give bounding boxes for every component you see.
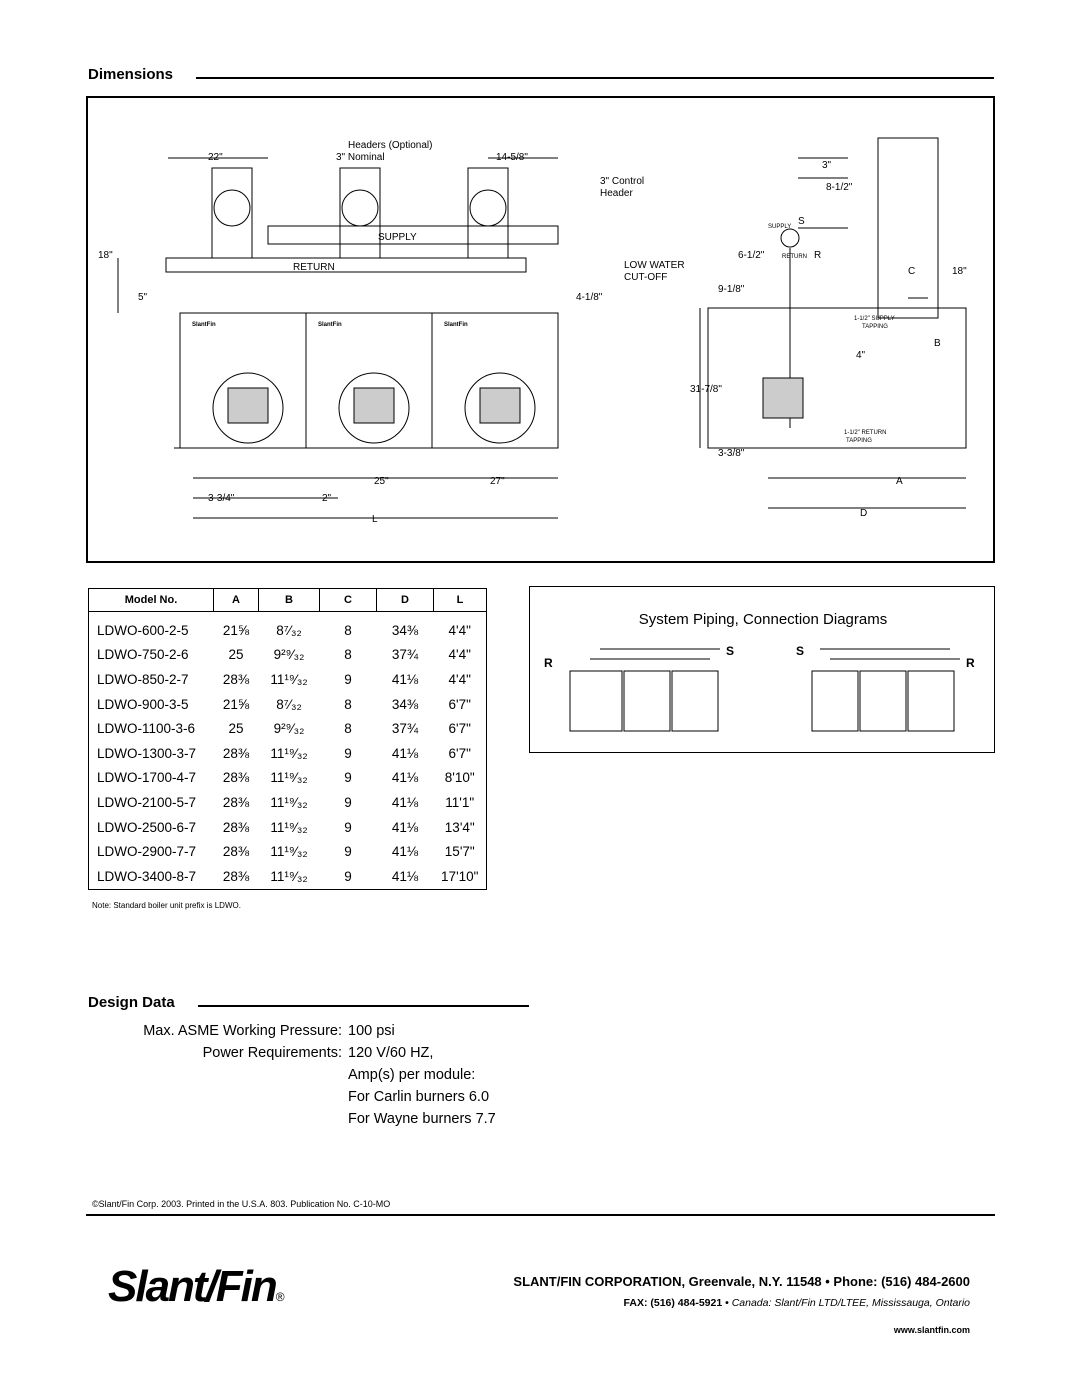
table-cell: 9 xyxy=(344,745,352,761)
dim-18: 18" xyxy=(98,250,113,261)
th-model: Model No. xyxy=(89,589,214,612)
table-cell: LDWO-2500-6-7 xyxy=(97,819,197,835)
table-row xyxy=(89,741,487,766)
label-low-water-1: LOW WATER xyxy=(624,260,685,271)
piping-right-s: S xyxy=(796,644,805,658)
design-value-pressure: 100 psi xyxy=(348,1023,395,1039)
table-cell: 4'4" xyxy=(448,671,471,687)
fax-number: FAX: (516) 484-5921 • xyxy=(623,1297,729,1309)
dim-B: B xyxy=(934,338,941,349)
table-cell: 9 xyxy=(344,770,352,786)
label-nominal: 3" Nominal xyxy=(336,152,385,163)
dim-6-1-2: 6-1/2" xyxy=(738,250,765,261)
table-cell: LDWO-2100-5-7 xyxy=(97,794,197,810)
table-cell: 28⅜ xyxy=(222,671,250,687)
table-cell: 9²⁹⁄₃₂ xyxy=(273,721,305,737)
table-cell: 28⅜ xyxy=(222,844,250,860)
table-cell: 9 xyxy=(344,671,352,687)
dim-D: D xyxy=(860,508,868,519)
dim-3-3-8: 3-3/8" xyxy=(718,448,745,459)
module-brand: SlantFin xyxy=(444,322,468,328)
table-cell: 8⁷⁄₃₂ xyxy=(276,696,302,712)
dimensions-rule xyxy=(196,77,994,79)
table-cell: 8 xyxy=(344,696,352,712)
piping-right-r: R xyxy=(966,656,975,670)
table-cell: LDWO-850-2-7 xyxy=(97,671,189,687)
copyright: ©Slant/Fin Corp. 2003. Printed in the U.S.A. 803. Publication No. C-10-MO xyxy=(92,1199,391,1209)
table-cell: 8⁷⁄₃₂ xyxy=(276,622,302,638)
registered-mark: ® xyxy=(275,1290,283,1304)
dim-8-1-2: 8-1/2" xyxy=(826,182,853,193)
design-value-carlin: For Carlin burners 6.0 xyxy=(348,1089,490,1105)
design-label-pressure: Max. ASME Working Pressure: xyxy=(143,1023,342,1039)
footer-rule xyxy=(86,1214,995,1216)
corp-line: SLANT/FIN CORPORATION, Greenvale, N.Y. 11548 • Phone: (516) 484-2600 xyxy=(513,1274,970,1289)
label-tapping: TAPPING xyxy=(862,324,888,330)
label-R: R xyxy=(814,250,822,261)
th-l: L xyxy=(434,589,487,612)
design-labels xyxy=(88,1020,342,1064)
dim-5: 5" xyxy=(138,292,148,303)
boiler-side xyxy=(708,308,966,448)
label-S: S xyxy=(798,216,805,227)
table-cell: 25 xyxy=(228,721,244,737)
table-cell: 11¹⁹⁄₃₂ xyxy=(270,794,308,810)
table-cell: 6'7" xyxy=(448,696,471,712)
table-row xyxy=(89,766,487,791)
dim-r3: 3" xyxy=(822,160,832,171)
label-control-header-1: 3" Control xyxy=(600,176,645,187)
canada-address: Canada: Slant/Fin LTD/LTEE, Mississauga, Ontario xyxy=(731,1297,970,1309)
table-cell: LDWO-1700-4-7 xyxy=(97,770,197,786)
table-cell: 37¾ xyxy=(391,721,419,737)
piping-left-r: R xyxy=(544,656,553,670)
dim-9-1-8: 9-1/8" xyxy=(718,284,745,295)
table-cell: 11¹⁹⁄₃₂ xyxy=(270,844,308,860)
dimensions-drawing-box xyxy=(86,96,995,563)
table-cell: 34⅜ xyxy=(391,622,419,638)
design-rule xyxy=(198,1005,529,1007)
dim-A: A xyxy=(896,476,903,487)
table-cell: 41⅛ xyxy=(391,770,419,786)
table-cell: LDWO-600-2-5 xyxy=(97,622,189,638)
table-cell: LDWO-750-2-6 xyxy=(97,647,189,663)
logo-text: Slant/Fin xyxy=(108,1262,276,1311)
table-row xyxy=(89,839,487,864)
table-cell: 13'4" xyxy=(444,819,475,835)
design-label-power: Power Requirements: xyxy=(202,1045,342,1061)
table-cell: 8 xyxy=(344,721,352,737)
dim-22: 22" xyxy=(208,152,223,163)
module-brand: SlantFin xyxy=(318,322,342,328)
table-cell: 9 xyxy=(344,794,352,810)
table-cell: LDWO-1300-3-7 xyxy=(97,745,197,761)
table-row xyxy=(89,612,487,643)
table-row xyxy=(89,667,487,692)
table-cell: 11¹⁹⁄₃₂ xyxy=(270,819,308,835)
label-return-small: RETURN xyxy=(782,254,807,260)
piping-diagram xyxy=(530,641,994,751)
table-cell: 11'1" xyxy=(445,794,475,810)
th-d: D xyxy=(377,589,434,612)
piping-title: System Piping, Connection Diagrams xyxy=(638,611,888,628)
table-cell: 11¹⁹⁄₃₂ xyxy=(270,671,308,687)
table-cell: 9 xyxy=(344,844,352,860)
table-cell: 41⅛ xyxy=(391,745,419,761)
table-cell: LDWO-2900-7-7 xyxy=(97,844,197,860)
table-cell: 21⅝ xyxy=(222,622,250,638)
table-cell: 41⅛ xyxy=(391,671,419,687)
table-cell: 6'7" xyxy=(448,745,471,761)
table-cell: 41⅛ xyxy=(391,819,419,835)
table-cell: 37¾ xyxy=(391,647,419,663)
table-row xyxy=(89,643,487,668)
table-cell: 41⅛ xyxy=(391,844,419,860)
th-b: B xyxy=(259,589,320,612)
table-cell: 6'7" xyxy=(448,721,471,737)
table-row xyxy=(89,716,487,741)
table-cell: 28⅜ xyxy=(222,770,250,786)
dim-14-5-8: 14-5/8" xyxy=(496,152,528,163)
dim-C: C xyxy=(908,266,916,277)
label-supply-small: SUPPLY xyxy=(768,224,792,230)
table-cell: 8'10" xyxy=(444,770,475,786)
table-cell: 25 xyxy=(228,647,244,663)
dim-3-3-4: 3-3/4" xyxy=(208,493,235,504)
table-row xyxy=(89,790,487,815)
design-value-power: 120 V/60 HZ, xyxy=(348,1045,434,1061)
design-value-wayne: For Wayne burners 7.7 xyxy=(348,1111,496,1127)
dim-2: 2" xyxy=(322,493,332,504)
label-headers: Headers (Optional) xyxy=(348,140,433,151)
piping-left-s: S xyxy=(726,644,735,658)
table-cell: 9 xyxy=(344,868,352,884)
table-cell: 4'4" xyxy=(448,647,471,663)
boiler-module xyxy=(432,313,558,448)
fax-line xyxy=(430,1297,970,1309)
design-value-amps: Amp(s) per module: xyxy=(348,1067,476,1083)
design-values xyxy=(348,1020,496,1130)
dim-18-right: 18" xyxy=(952,266,967,277)
table-cell: 11¹⁹⁄₃₂ xyxy=(270,770,308,786)
label-return-tapping2: TAPPING xyxy=(846,438,872,444)
table-cell: 11¹⁹⁄₃₂ xyxy=(270,868,308,884)
table-cell: LDWO-900-3-5 xyxy=(97,696,189,712)
table-cell: LDWO-1100-3-6 xyxy=(97,721,196,737)
dim-L: L xyxy=(372,514,378,525)
th-c: C xyxy=(320,589,377,612)
table-cell: 28⅜ xyxy=(222,794,250,810)
table-cell: 8 xyxy=(344,622,352,638)
label-supply-tapping: 1-1/2" SUPPLY xyxy=(854,316,895,322)
table-cell: 34⅜ xyxy=(391,696,419,712)
boiler-module xyxy=(306,313,432,448)
dim-25: 25" xyxy=(374,476,389,487)
table-cell: 28⅜ xyxy=(222,868,250,884)
table-body xyxy=(89,612,487,890)
table-cell: 17'10" xyxy=(441,868,479,884)
th-a: A xyxy=(214,589,259,612)
table-cell: 11¹⁹⁄₃₂ xyxy=(270,745,308,761)
table-cell: 28⅜ xyxy=(222,819,250,835)
dim-27: 27" xyxy=(490,476,505,487)
label-return: RETURN xyxy=(293,262,335,273)
table-cell: 9²⁹⁄₃₂ xyxy=(273,647,305,663)
label-supply: SUPPLY xyxy=(378,232,417,243)
dim-4: 4" xyxy=(856,350,866,361)
table-cell: LDWO-3400-8-7 xyxy=(97,868,197,884)
table-row xyxy=(89,864,487,889)
dim-4-1-8: 4-1/8" xyxy=(576,292,603,303)
label-control-header-2: Header xyxy=(600,188,633,199)
slantfin-logo xyxy=(108,1262,283,1312)
table-cell: 4'4" xyxy=(448,622,471,638)
label-return-tapping: 1-1/2" RETURN xyxy=(844,430,887,436)
design-title: Design Data xyxy=(88,994,175,1011)
table-row xyxy=(89,692,487,717)
dimensions-drawing xyxy=(88,98,993,561)
table-cell: 41⅛ xyxy=(391,868,419,884)
label-low-water-2: CUT-OFF xyxy=(624,272,668,283)
module-brand: SlantFin xyxy=(192,322,216,328)
table-cell: 9 xyxy=(344,819,352,835)
table-cell: 41⅛ xyxy=(391,794,419,810)
table-row xyxy=(89,815,487,840)
website-link[interactable]: www.slantfin.com xyxy=(893,1325,970,1335)
dimensions-title: Dimensions xyxy=(88,66,174,83)
table-note: Note: Standard boiler unit prefix is LDWO. xyxy=(92,901,241,910)
table-cell: 8 xyxy=(344,647,352,663)
table-cell: 28⅜ xyxy=(222,745,250,761)
piping-box xyxy=(529,586,995,753)
dim-31-7-8: 31-7/8" xyxy=(690,384,722,395)
table-cell: 15'7" xyxy=(444,844,475,860)
boiler-module xyxy=(180,313,306,448)
dimensions-table xyxy=(88,588,487,890)
table-cell: 21⅝ xyxy=(222,696,250,712)
